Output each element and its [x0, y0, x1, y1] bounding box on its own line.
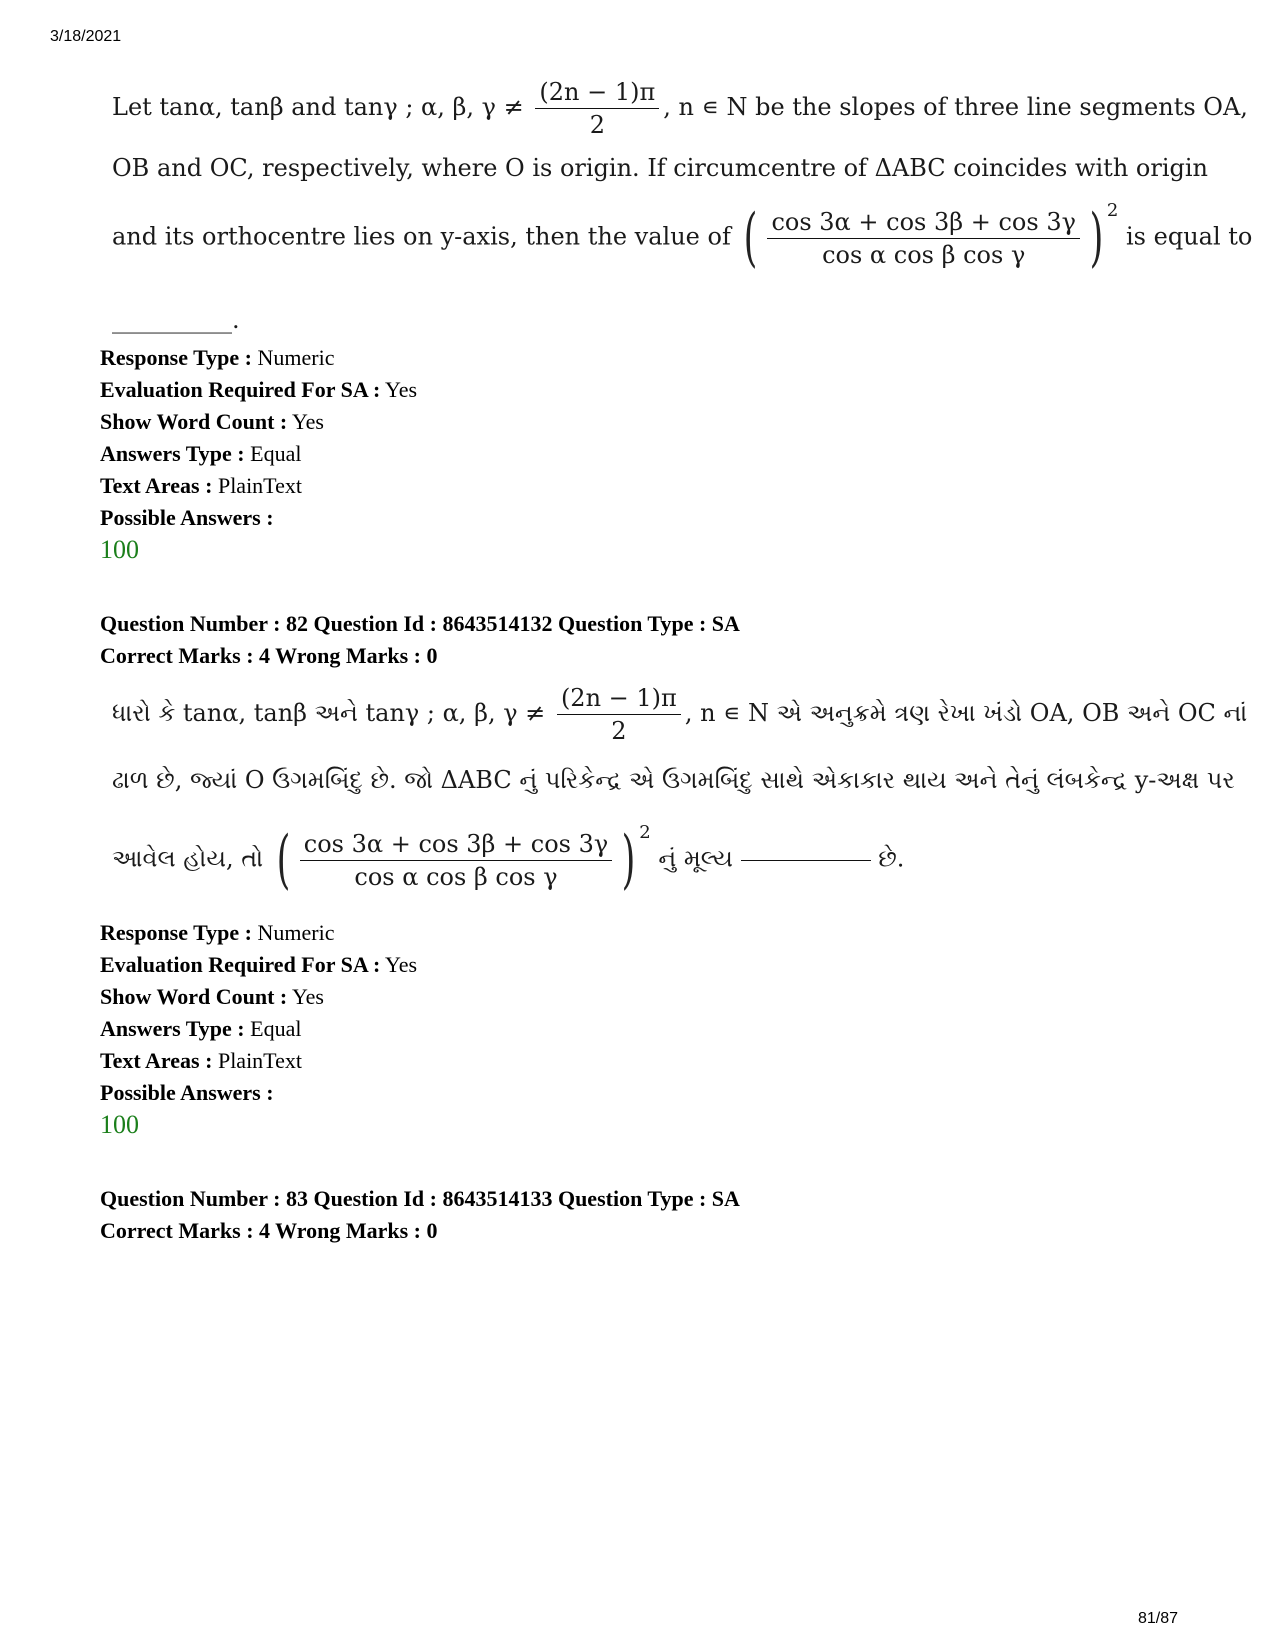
meta-label: Text Areas :	[100, 473, 213, 498]
question-text: ઢાળ છે, જ્યાં O ઉગમબિંદુ છે. જો ΔABC નું પરિકેન્દ્ર એ ઉગમબિંદુ સાથે એકાકાર થાય અને તેનું લંબકેન્દ્ર y-અક્ષ પર	[112, 766, 1235, 794]
fraction-denominator: cos α cos β cos γ	[822, 240, 1026, 269]
meta-value: Numeric	[257, 920, 335, 945]
meta-label: Response Type :	[100, 920, 252, 945]
question-82-body	[100, 680, 1248, 920]
meta-value: PlainText	[217, 473, 302, 498]
question-text: આવેલ હોય, તો	[112, 844, 264, 873]
question-81-meta	[100, 342, 417, 534]
meta-label: Answers Type :	[100, 441, 245, 466]
question-81-body	[100, 70, 1253, 340]
meta-label: Show Word Count :	[100, 984, 288, 1009]
meta-value: Yes	[385, 952, 418, 977]
page-number: 81/87	[1137, 1610, 1178, 1627]
question-text: છે.	[878, 844, 905, 873]
meta-value: Numeric	[257, 345, 335, 370]
meta-label: Possible Answers :	[100, 505, 274, 530]
meta-value: Yes	[385, 377, 418, 402]
meta-label: Show Word Count :	[100, 409, 288, 434]
meta-label: Possible Answers :	[100, 1080, 274, 1105]
possible-answer: 100	[100, 535, 139, 564]
meta-value: Equal	[250, 441, 302, 466]
meta-row	[100, 374, 417, 406]
question-line-2	[112, 154, 1208, 182]
meta-row	[100, 342, 417, 374]
question-line-1	[112, 684, 1248, 745]
meta-label: Evaluation Required For SA :	[100, 377, 381, 402]
fraction-denominator: 2	[611, 717, 627, 745]
meta-label: Evaluation Required For SA :	[100, 952, 381, 977]
left-paren: (	[744, 201, 758, 275]
fraction-denominator: cos α cos β cos γ	[354, 862, 558, 891]
question-83-header	[100, 1183, 740, 1247]
question-line-1	[112, 78, 1248, 139]
right-paren: )	[1089, 201, 1104, 275]
exponent: 2	[1106, 199, 1119, 221]
question-text: OB and OC, respectively, where O is origin. If circumcentre of ΔABC coincides with origin	[112, 154, 1208, 182]
trig-expression	[738, 199, 1119, 275]
meta-row	[100, 981, 417, 1013]
meta-label: Response Type :	[100, 345, 252, 370]
question-text: Let tanα, tanβ and tanγ ; α, β, γ ≠	[112, 93, 524, 121]
print-date: 3/18/2021	[50, 28, 122, 45]
question-82-header	[100, 608, 740, 672]
meta-row	[100, 406, 417, 438]
question-82-meta	[100, 917, 417, 1109]
question-text: , n ∊ N એ અનુક્રમે ત્રણ રેખા ખંડો OA, OB અને OC નાં	[684, 699, 1248, 727]
meta-label: Answers Type :	[100, 1016, 245, 1041]
exponent: 2	[639, 821, 651, 843]
answer-blank	[741, 859, 871, 861]
meta-value: Yes	[291, 984, 324, 1009]
meta-row	[100, 917, 417, 949]
answer-blank	[112, 306, 1180, 334]
fraction-numerator: (2n − 1)π	[535, 78, 659, 109]
question-number-line: Question Number : 83 Question Id : 8643514133 Question Type : SA	[100, 1186, 740, 1211]
meta-row	[100, 502, 417, 534]
question-text: નું મૂલ્ય	[658, 844, 733, 873]
fraction	[535, 78, 659, 139]
meta-value: Yes	[291, 409, 324, 434]
fraction-denominator: 2	[589, 111, 605, 139]
question-text: , n ∊ N be the slopes of three line segments OA,	[663, 93, 1248, 121]
trig-expression	[271, 821, 651, 897]
meta-value: PlainText	[217, 1048, 302, 1073]
question-number-line: Question Number : 82 Question Id : 8643514132 Question Type : SA	[100, 611, 740, 636]
fraction-numerator: (2n − 1)π	[557, 684, 681, 715]
question-text: is equal to	[1126, 222, 1253, 251]
question-text: and its orthocentre lies on y-axis, then the value of	[112, 222, 731, 251]
marks-line: Correct Marks : 4 Wrong Marks : 0	[100, 1218, 438, 1243]
meta-row	[100, 438, 417, 470]
meta-row	[100, 1045, 417, 1077]
marks-line: Correct Marks : 4 Wrong Marks : 0	[100, 643, 438, 668]
meta-row	[100, 949, 417, 981]
left-paren: (	[276, 823, 291, 897]
fraction	[557, 684, 681, 745]
question-line-3	[112, 821, 1180, 897]
meta-row	[100, 1013, 417, 1045]
fraction	[300, 830, 612, 891]
meta-row	[100, 470, 417, 502]
fraction-numerator: cos 3α + cos 3β + cos 3γ	[767, 208, 1079, 239]
fraction-numerator: cos 3α + cos 3β + cos 3γ	[300, 830, 612, 861]
meta-row	[100, 1077, 417, 1109]
blank-line: __________.	[112, 306, 240, 334]
meta-value: Equal	[250, 1016, 302, 1041]
question-line-2	[112, 766, 1235, 794]
possible-answer: 100	[100, 1110, 139, 1139]
right-paren: )	[621, 823, 636, 897]
question-line-3	[112, 199, 1253, 275]
question-text: ધારો કે tanα, tanβ અને tanγ ; α, β, γ ≠	[112, 699, 546, 727]
fraction	[767, 208, 1079, 269]
meta-label: Text Areas :	[100, 1048, 213, 1073]
